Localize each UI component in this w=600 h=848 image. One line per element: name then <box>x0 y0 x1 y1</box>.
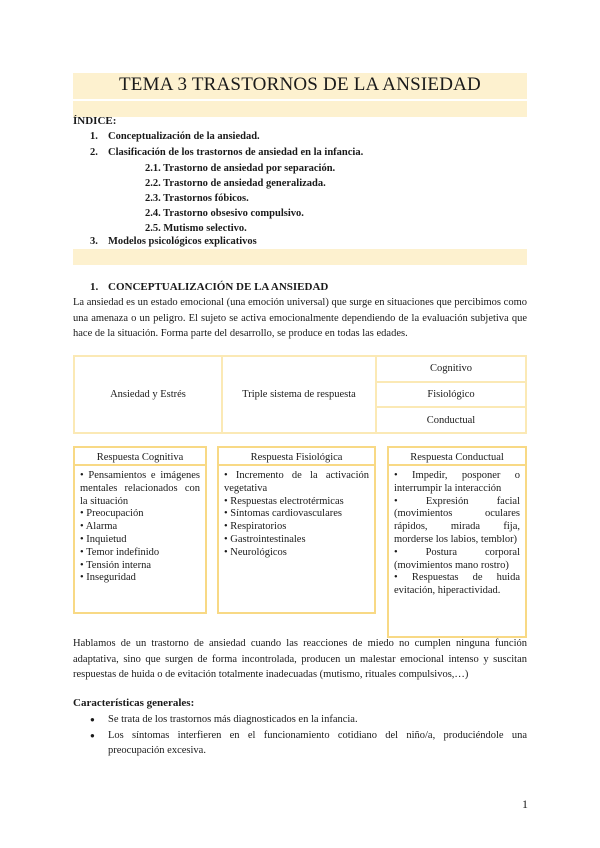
response-title: Respuesta Conductual <box>387 446 527 466</box>
diagram-system-cognitivo: Cognitivo <box>376 356 526 382</box>
list-item: • Respuestas de huida evitación, hiperactividad. <box>394 572 520 597</box>
diagram-system-conductual: Conductual <box>376 407 526 433</box>
index-subitem: 2.4. Trastorno obsesivo compulsivo. <box>145 208 304 219</box>
response-title: Respuesta Fisiológica <box>217 446 376 466</box>
response-title: Respuesta Cognitiva <box>73 446 207 466</box>
list-item: • Respiratorios <box>224 521 287 533</box>
response-list <box>217 466 376 614</box>
list-item: • Gastrointestinales <box>224 533 306 545</box>
list-item: ● Se trata de los trastornos más diagnosticados en la infancia. <box>90 712 527 728</box>
index-subitem: 2.2. Trastorno de ansiedad generalizada. <box>145 178 326 189</box>
list-item: ● Los síntomas interfieren en el funcionamiento cotidiano del niño/a, produciéndole una preocupación excesiva. <box>90 728 527 759</box>
list-item: • Inseguridad <box>80 572 136 584</box>
diagram-system-fisiologico: Fisiológico <box>376 382 526 408</box>
diagram-middle-cell: Triple sistema de respuesta <box>222 356 376 433</box>
index-heading: ÍNDICE: <box>73 115 117 127</box>
list-item: • Tensión interna <box>80 559 151 571</box>
index-subitem: 2.1. Trastorno de ansiedad por separación. <box>145 163 336 174</box>
index-subitem: 2.3. Trastornos fóbicos. <box>145 193 249 204</box>
list-item: • Postura corporal (movimientos mano rostro) <box>394 546 520 571</box>
index-top-band <box>73 101 527 117</box>
response-box-behavioral <box>387 446 527 638</box>
anxiety-disorder-paragraph: Hablamos de un trastorno de ansiedad cuando las reacciones de miedo no cumplen ninguna función adaptativa, sino que surgen de forma incontrolada, producen un malestar emocional intenso y suscitan respuestas de huida o de evitación totalmente inadecuadas (mutismo, rituales compulsivos,…) <box>73 638 527 680</box>
response-box-cognitive <box>73 446 207 614</box>
list-item: • Temor indefinido <box>80 546 160 558</box>
list-item: • Pensamientos e imágenes mentales relacionados con la situación <box>80 470 200 507</box>
list-item: • Neurológicos <box>224 546 287 558</box>
list-item: • Expresión facial (movimientos oculares rápidos, mirada fija, morderse los labios, temblor) <box>394 495 520 545</box>
diagram-left-cell: Ansiedad y Estrés <box>74 356 222 433</box>
section-paragraph: La ansiedad es un estado emocional (una emoción universal) que surge en situaciones que percibimos como una amenaza o un peligro. El sujeto se activa emocionalmente dependiendo de la evaluación subjetiva que hace de la situación. Forma parte del desarrollo, se produce en todas las edades. <box>73 297 527 339</box>
list-item: • Impedir, posponer o interrumpir la interacción <box>394 470 520 494</box>
index-item: 1. Conceptualización de la ansiedad. <box>90 131 260 142</box>
response-list <box>73 466 207 614</box>
list-item: • Inquietud <box>80 533 127 545</box>
index-bottom-band <box>73 249 527 265</box>
list-item: • Incremento de la activación vegetativa <box>224 470 369 494</box>
index-item: 3. Modelos psicológicos explicativos <box>90 236 257 247</box>
index-subitem: 2.5. Mutismo selectivo. <box>145 223 247 234</box>
triple-system-diagram <box>73 355 527 434</box>
page-number: 1 <box>522 797 528 811</box>
page-title: TEMA 3 TRASTORNOS DE LA ANSIEDAD <box>119 74 481 95</box>
index-item: 2. Clasificación de los trastornos de ansiedad en la infancia. <box>90 147 364 158</box>
list-item: • Síntomas cardiovasculares <box>224 508 342 520</box>
response-list <box>387 466 527 638</box>
characteristics-list <box>90 712 527 759</box>
list-item: • Respuestas electrotérmicas <box>224 495 344 507</box>
list-item: • Alarma <box>80 521 118 533</box>
section-heading: 1. CONCEPTUALIZACIÓN DE LA ANSIEDAD <box>90 281 329 293</box>
characteristics-heading: Características generales: <box>73 697 195 709</box>
response-box-physiological <box>217 446 376 614</box>
list-item: • Preocupación <box>80 508 144 520</box>
